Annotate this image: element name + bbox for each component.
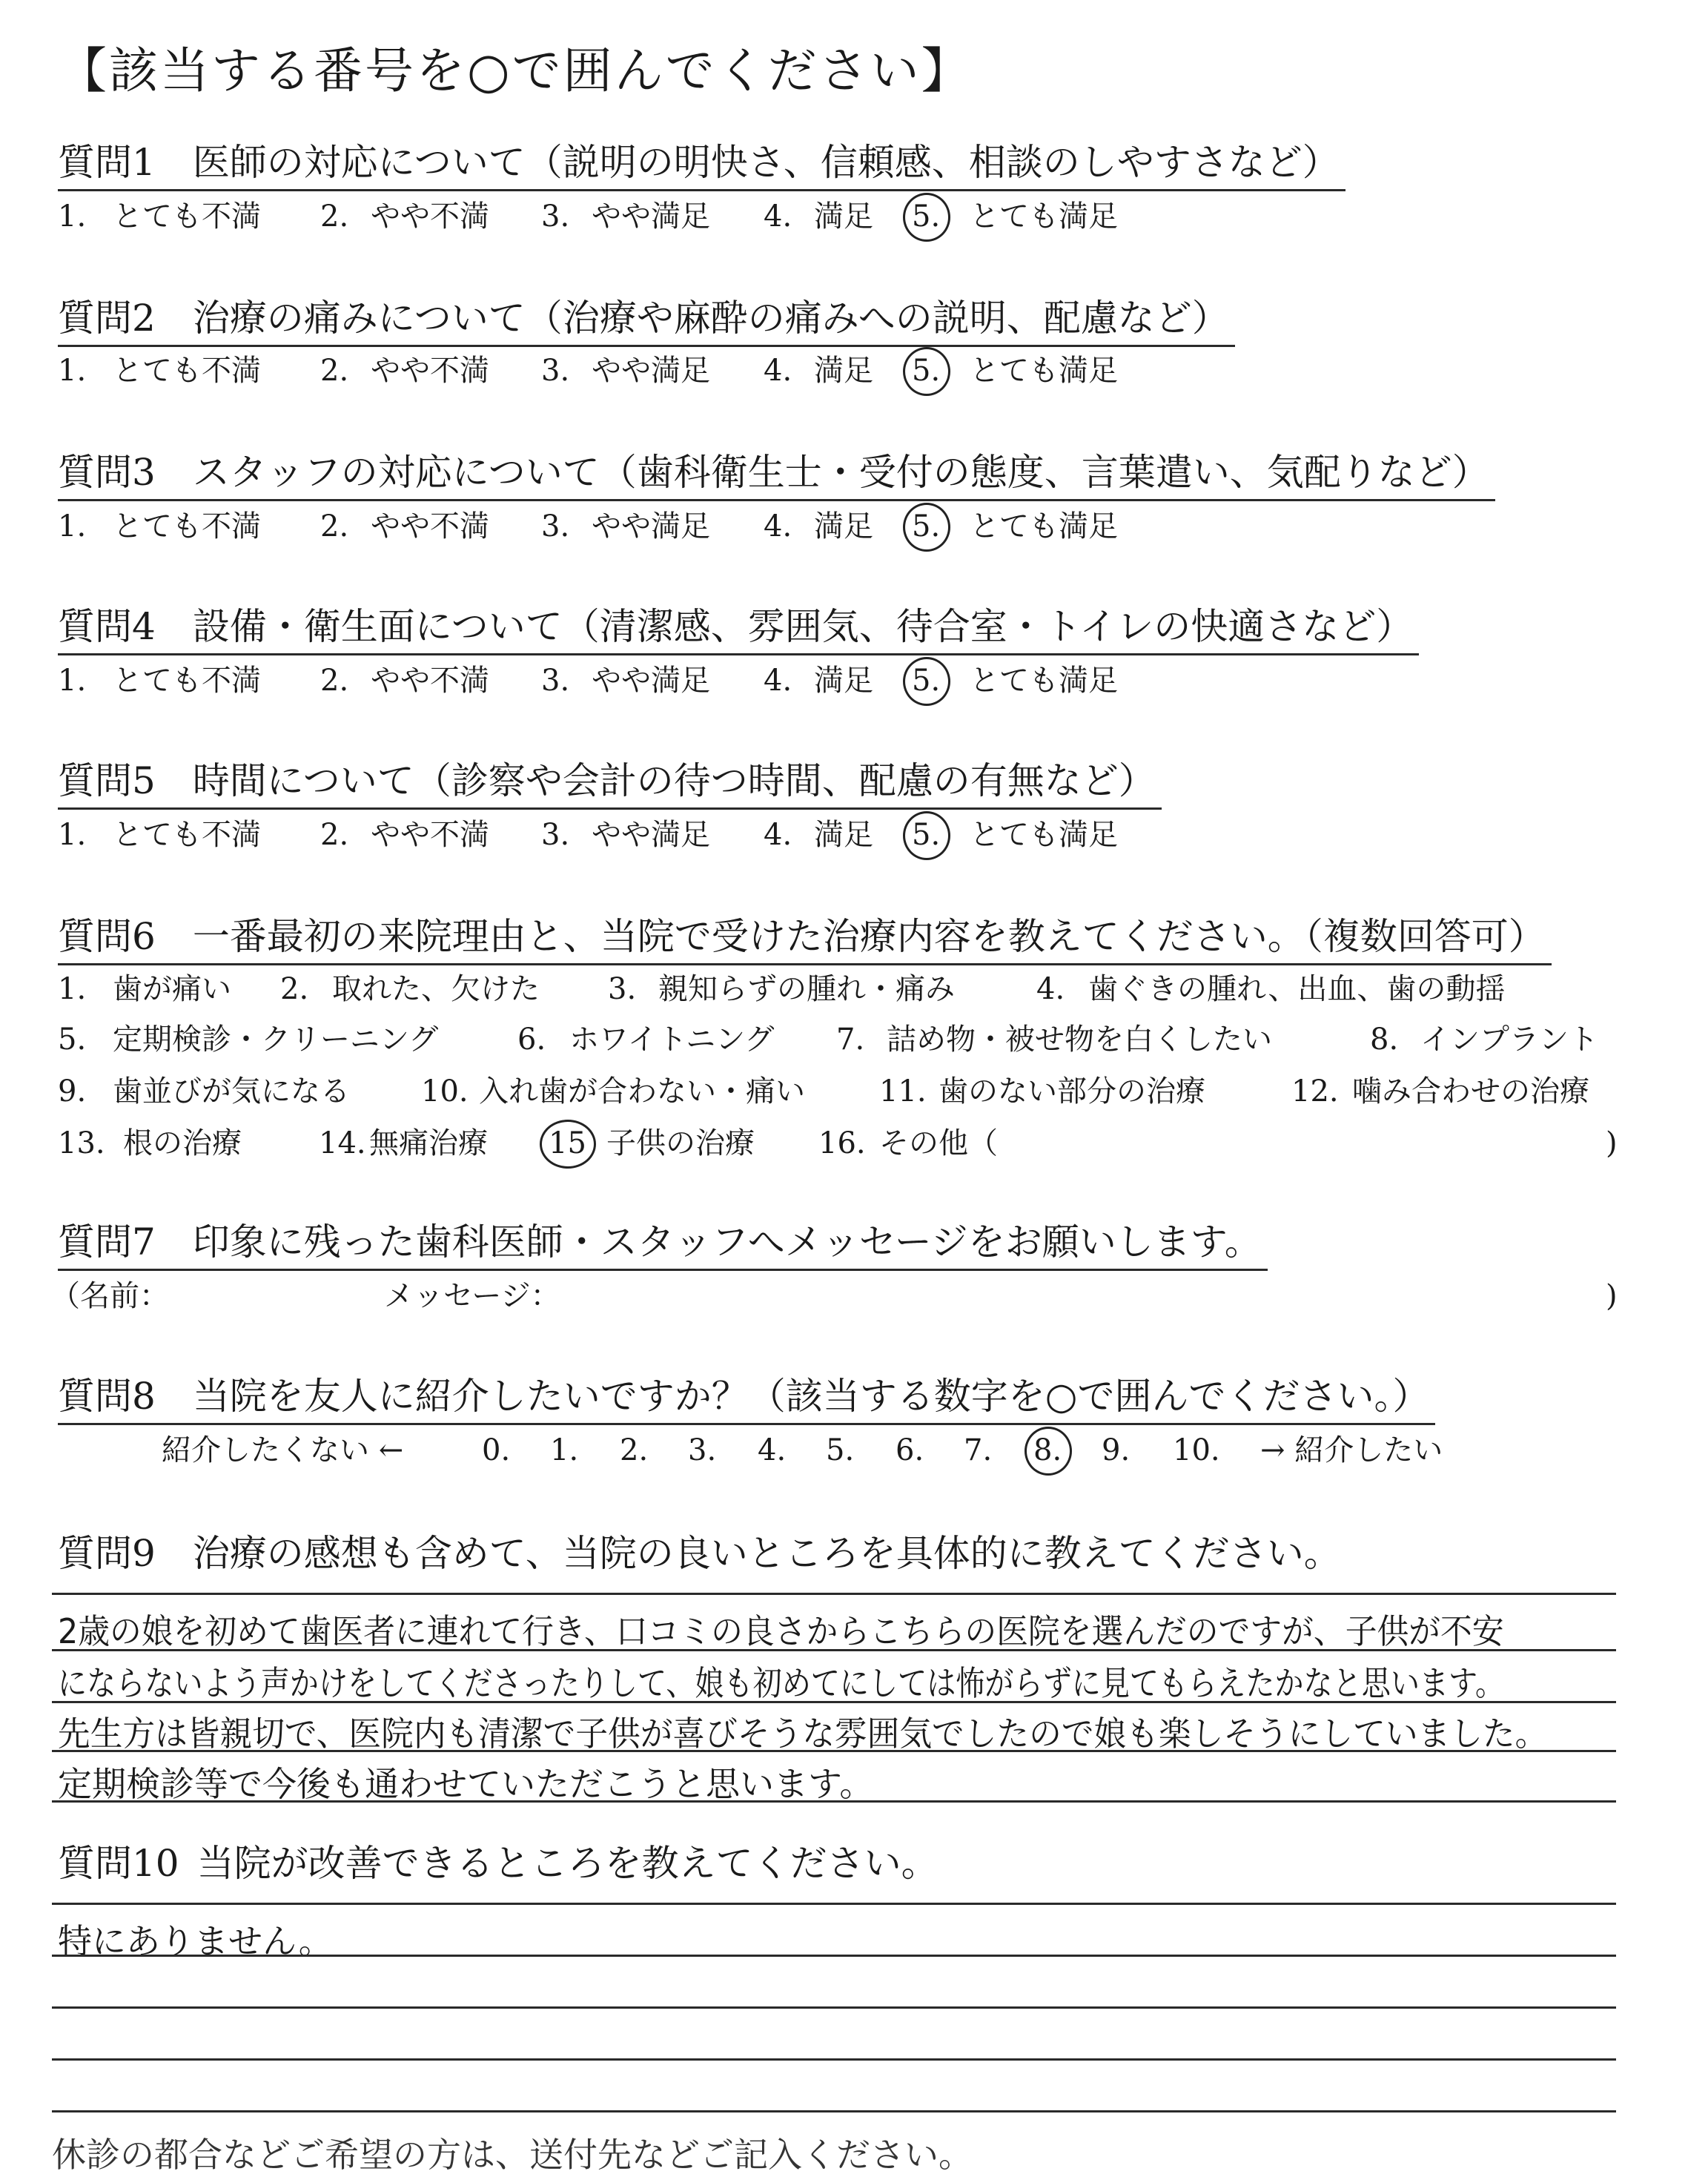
option-label[interactable]: とても満足 xyxy=(970,509,1118,544)
selected-option-circle[interactable]: 5. xyxy=(912,354,941,388)
option-label[interactable]: 満足 xyxy=(814,354,873,388)
question-text: 当院が改善できるところを教えてください。 xyxy=(196,1842,939,1885)
option-label[interactable]: 取れた、欠けた xyxy=(332,972,540,1006)
question-number: 質問7 xyxy=(58,1220,156,1263)
option-label[interactable]: 親知らずの腫れ・痛み xyxy=(658,972,955,1006)
question-text: スタッフの対応について（歯科衛生士・受付の態度、言葉遣い、気配りなど） xyxy=(192,451,1489,494)
scale-option[interactable]: 7. xyxy=(964,1433,993,1467)
option-number[interactable]: 2. xyxy=(320,199,349,234)
scale-option[interactable]: 6. xyxy=(896,1433,924,1467)
option-label[interactable]: 歯並びが気になる xyxy=(113,1074,350,1109)
answer-line xyxy=(52,2058,1616,2061)
scale-option[interactable]: 5. xyxy=(826,1433,855,1467)
question-1-heading xyxy=(58,139,1345,191)
option-label[interactable]: 根の治療 xyxy=(123,1126,242,1160)
question-text: 一番最初の来院理由と、当院で受けた治療内容を教えてください。（複数回答可） xyxy=(192,915,1546,958)
selected-option-circle[interactable]: 8. xyxy=(1033,1433,1062,1467)
scale-left-label: 紹介したくない ← xyxy=(162,1433,404,1467)
scale-option[interactable]: 9. xyxy=(1102,1433,1131,1467)
option-number[interactable]: 4. xyxy=(764,354,792,388)
handwritten-answer-line[interactable]: 特にありません。 xyxy=(58,1921,333,1961)
option-number[interactable]: 1. xyxy=(58,972,87,1006)
question-text: 印象に残った歯科医師・スタッフへメッセージをお願いします。 xyxy=(192,1220,1262,1263)
option-label[interactable]: 満足 xyxy=(814,818,873,852)
option-number[interactable]: 2. xyxy=(280,972,309,1006)
option-number[interactable]: 3. xyxy=(541,199,570,234)
option-label[interactable]: 子供の治療 xyxy=(606,1126,755,1160)
option-number[interactable]: 3. xyxy=(541,818,570,852)
footer-note: 休診の都合などご希望の方は、送付先などご記入ください。 xyxy=(52,2135,973,2175)
option-label[interactable]: やや満足 xyxy=(592,199,710,234)
handwritten-answer-line[interactable]: にならないよう声かけをしてくださったりして、娘も初めてにしては怖がらずに見てもらえたかなと思います。 xyxy=(58,1663,1505,1703)
scale-option[interactable]: 3. xyxy=(688,1433,717,1467)
question-number: 質問9 xyxy=(58,1532,156,1575)
option-number[interactable]: 8. xyxy=(1370,1023,1399,1057)
scale-option[interactable]: 2. xyxy=(620,1433,649,1467)
message-field-label: メッセージ： xyxy=(384,1279,560,1313)
answer-line xyxy=(52,2006,1616,2009)
name-field-label: （名前： xyxy=(50,1279,169,1313)
option-number[interactable]: 4. xyxy=(1036,972,1065,1006)
answer-line xyxy=(52,1750,1616,1752)
option-label[interactable]: 歯ぐきの腫れ、出血、歯の動揺 xyxy=(1088,972,1506,1006)
question-number: 質問5 xyxy=(58,759,156,802)
option-label[interactable]: やや満足 xyxy=(592,818,710,852)
option-label[interactable]: インプラント xyxy=(1420,1023,1598,1057)
option-label[interactable]: ホワイトニング xyxy=(569,1023,775,1057)
selected-option-circle[interactable]: 5. xyxy=(912,199,941,234)
selected-option-circle[interactable]: 15 xyxy=(549,1126,586,1160)
option-label[interactable]: とても満足 xyxy=(970,199,1118,234)
handwritten-answer-line[interactable]: 定期検診等で今後も通わせていただこうと思います。 xyxy=(58,1764,874,1804)
option-number[interactable]: 2. xyxy=(320,509,349,544)
option-label[interactable]: やや満足 xyxy=(592,664,710,698)
option-number[interactable]: 3. xyxy=(541,509,570,544)
option-number[interactable]: 16. xyxy=(818,1126,866,1160)
option-number[interactable]: 2. xyxy=(320,354,349,388)
question-text: 設備・衛生面について（清潔感、雰囲気、待合室・トイレの快適さなど） xyxy=(192,605,1414,648)
question-number: 質問10 xyxy=(58,1842,179,1885)
question-number: 質問4 xyxy=(58,605,156,648)
question-9-heading xyxy=(58,1530,1347,1580)
option-number[interactable]: 9. xyxy=(58,1074,87,1109)
option-label[interactable]: とても満足 xyxy=(970,818,1118,852)
option-number[interactable]: 5. xyxy=(58,1023,87,1057)
option-label[interactable]: とても不満 xyxy=(113,199,261,234)
question-number: 質問2 xyxy=(58,297,156,340)
answer-line xyxy=(52,1800,1616,1803)
scale-right-label: → 紹介したい xyxy=(1260,1433,1443,1467)
option-number[interactable]: 3. xyxy=(608,972,637,1006)
answer-line xyxy=(52,1701,1616,1703)
option-number[interactable]: 7. xyxy=(836,1023,865,1057)
page-title: 【該当する番号を○で囲んでください】 xyxy=(58,42,973,99)
option-number[interactable]: 1. xyxy=(58,354,87,388)
handwritten-answer-line[interactable]: 2歳の娘を初めて歯医者に連れて行き、口コミの良さからこちらの医院を選んだのですが、子供が不安 xyxy=(58,1611,1504,1651)
option-number[interactable]: 1. xyxy=(58,818,87,852)
question-number: 質問1 xyxy=(58,141,156,184)
answer-line xyxy=(52,2110,1616,2112)
question-4-heading xyxy=(58,604,1419,655)
selected-option-circle[interactable]: 5. xyxy=(912,664,941,698)
option-number[interactable]: 4. xyxy=(764,509,792,544)
option-label[interactable]: やや不満 xyxy=(371,818,489,852)
option-number[interactable]: 10. xyxy=(421,1074,469,1109)
answer-line xyxy=(52,1649,1616,1651)
question-number: 質問3 xyxy=(58,451,156,494)
option-number[interactable]: 4. xyxy=(764,664,792,698)
close-paren: ) xyxy=(1606,1126,1618,1160)
scale-option[interactable]: 0. xyxy=(482,1433,511,1467)
option-number[interactable]: 14. xyxy=(319,1126,366,1160)
question-10-heading xyxy=(58,1840,944,1890)
selected-option-circle[interactable]: 5. xyxy=(912,509,941,544)
answer-line xyxy=(52,1903,1616,1905)
option-label[interactable]: 満足 xyxy=(814,199,873,234)
question-text: 治療の感想も含めて、当院の良いところを具体的に教えてください。 xyxy=(192,1532,1341,1575)
option-label[interactable]: 定期検診・クリーニング xyxy=(113,1023,439,1057)
answer-line xyxy=(52,1955,1616,1957)
option-label[interactable]: とても不満 xyxy=(113,354,261,388)
option-label[interactable]: とても不満 xyxy=(113,664,261,698)
question-text: 当院を友人に紹介したいですか？（該当する数字を○で囲んでください。） xyxy=(192,1375,1430,1418)
option-label[interactable]: やや不満 xyxy=(371,509,489,544)
option-number[interactable]: 2. xyxy=(320,818,349,852)
option-label[interactable]: その他（ xyxy=(879,1126,998,1160)
question-6-heading xyxy=(58,914,1552,965)
option-label[interactable]: やや満足 xyxy=(592,354,710,388)
option-label[interactable]: とても不満 xyxy=(113,509,261,544)
option-label[interactable]: やや不満 xyxy=(371,664,489,698)
option-number[interactable]: 13. xyxy=(58,1126,105,1160)
scale-option[interactable]: 10. xyxy=(1173,1433,1220,1467)
option-number[interactable]: 6. xyxy=(517,1023,546,1057)
question-7-heading xyxy=(58,1219,1268,1271)
option-number[interactable]: 3. xyxy=(541,354,570,388)
option-label[interactable]: 無痛治療 xyxy=(369,1126,488,1160)
question-text: 医師の対応について（説明の明快さ、信頼感、相談のしやすさなど） xyxy=(192,141,1340,184)
option-label[interactable]: とても不満 xyxy=(113,818,261,852)
handwritten-answer-line[interactable]: 先生方は皆親切で、医院内も清潔で子供が喜びそうな雰囲気でしたので娘も楽しそうにしていました。 xyxy=(58,1714,1548,1754)
option-number[interactable]: 2. xyxy=(320,664,349,698)
question-number: 質問6 xyxy=(58,915,156,958)
question-5-heading xyxy=(58,758,1162,810)
option-number[interactable]: 4. xyxy=(764,199,792,234)
scale-option[interactable]: 1. xyxy=(550,1433,579,1467)
option-label[interactable]: 歯のない部分の治療 xyxy=(939,1074,1205,1109)
question-text: 時間について（診察や会計の待つ時間、配慮の有無など） xyxy=(192,759,1156,802)
option-number[interactable]: 11. xyxy=(879,1074,927,1109)
option-number[interactable]: 1. xyxy=(58,509,87,544)
option-label[interactable]: とても満足 xyxy=(970,664,1118,698)
scale-option[interactable]: 4. xyxy=(758,1433,787,1467)
option-label[interactable]: 入れ歯が合わない・痛い xyxy=(479,1074,805,1109)
question-3-heading xyxy=(58,449,1495,501)
answer-line xyxy=(52,1593,1616,1595)
option-label[interactable]: 満足 xyxy=(814,509,873,544)
option-label[interactable]: 歯が痛い xyxy=(113,972,231,1006)
option-number[interactable]: 12. xyxy=(1291,1074,1339,1109)
option-number[interactable]: 1. xyxy=(58,664,87,698)
question-2-heading xyxy=(58,295,1235,347)
option-label[interactable]: やや不満 xyxy=(371,199,489,234)
option-label[interactable]: 満足 xyxy=(814,664,873,698)
option-label[interactable]: 噛み合わせの治療 xyxy=(1352,1074,1589,1109)
option-label[interactable]: やや不満 xyxy=(371,354,489,388)
option-label[interactable]: 詰め物・被せ物を白くしたい xyxy=(887,1023,1272,1057)
question-text: 治療の痛みについて（治療や麻酔の痛みへの説明、配慮など） xyxy=(192,297,1229,340)
close-paren: ) xyxy=(1606,1279,1618,1313)
option-label[interactable]: やや満足 xyxy=(592,509,710,544)
question-number: 質問8 xyxy=(58,1375,156,1418)
question-8-heading xyxy=(58,1373,1435,1425)
selected-option-circle[interactable]: 5. xyxy=(912,818,941,852)
option-number[interactable]: 4. xyxy=(764,818,792,852)
option-number[interactable]: 1. xyxy=(58,199,87,234)
option-label[interactable]: とても満足 xyxy=(970,354,1118,388)
option-number[interactable]: 3. xyxy=(541,664,570,698)
